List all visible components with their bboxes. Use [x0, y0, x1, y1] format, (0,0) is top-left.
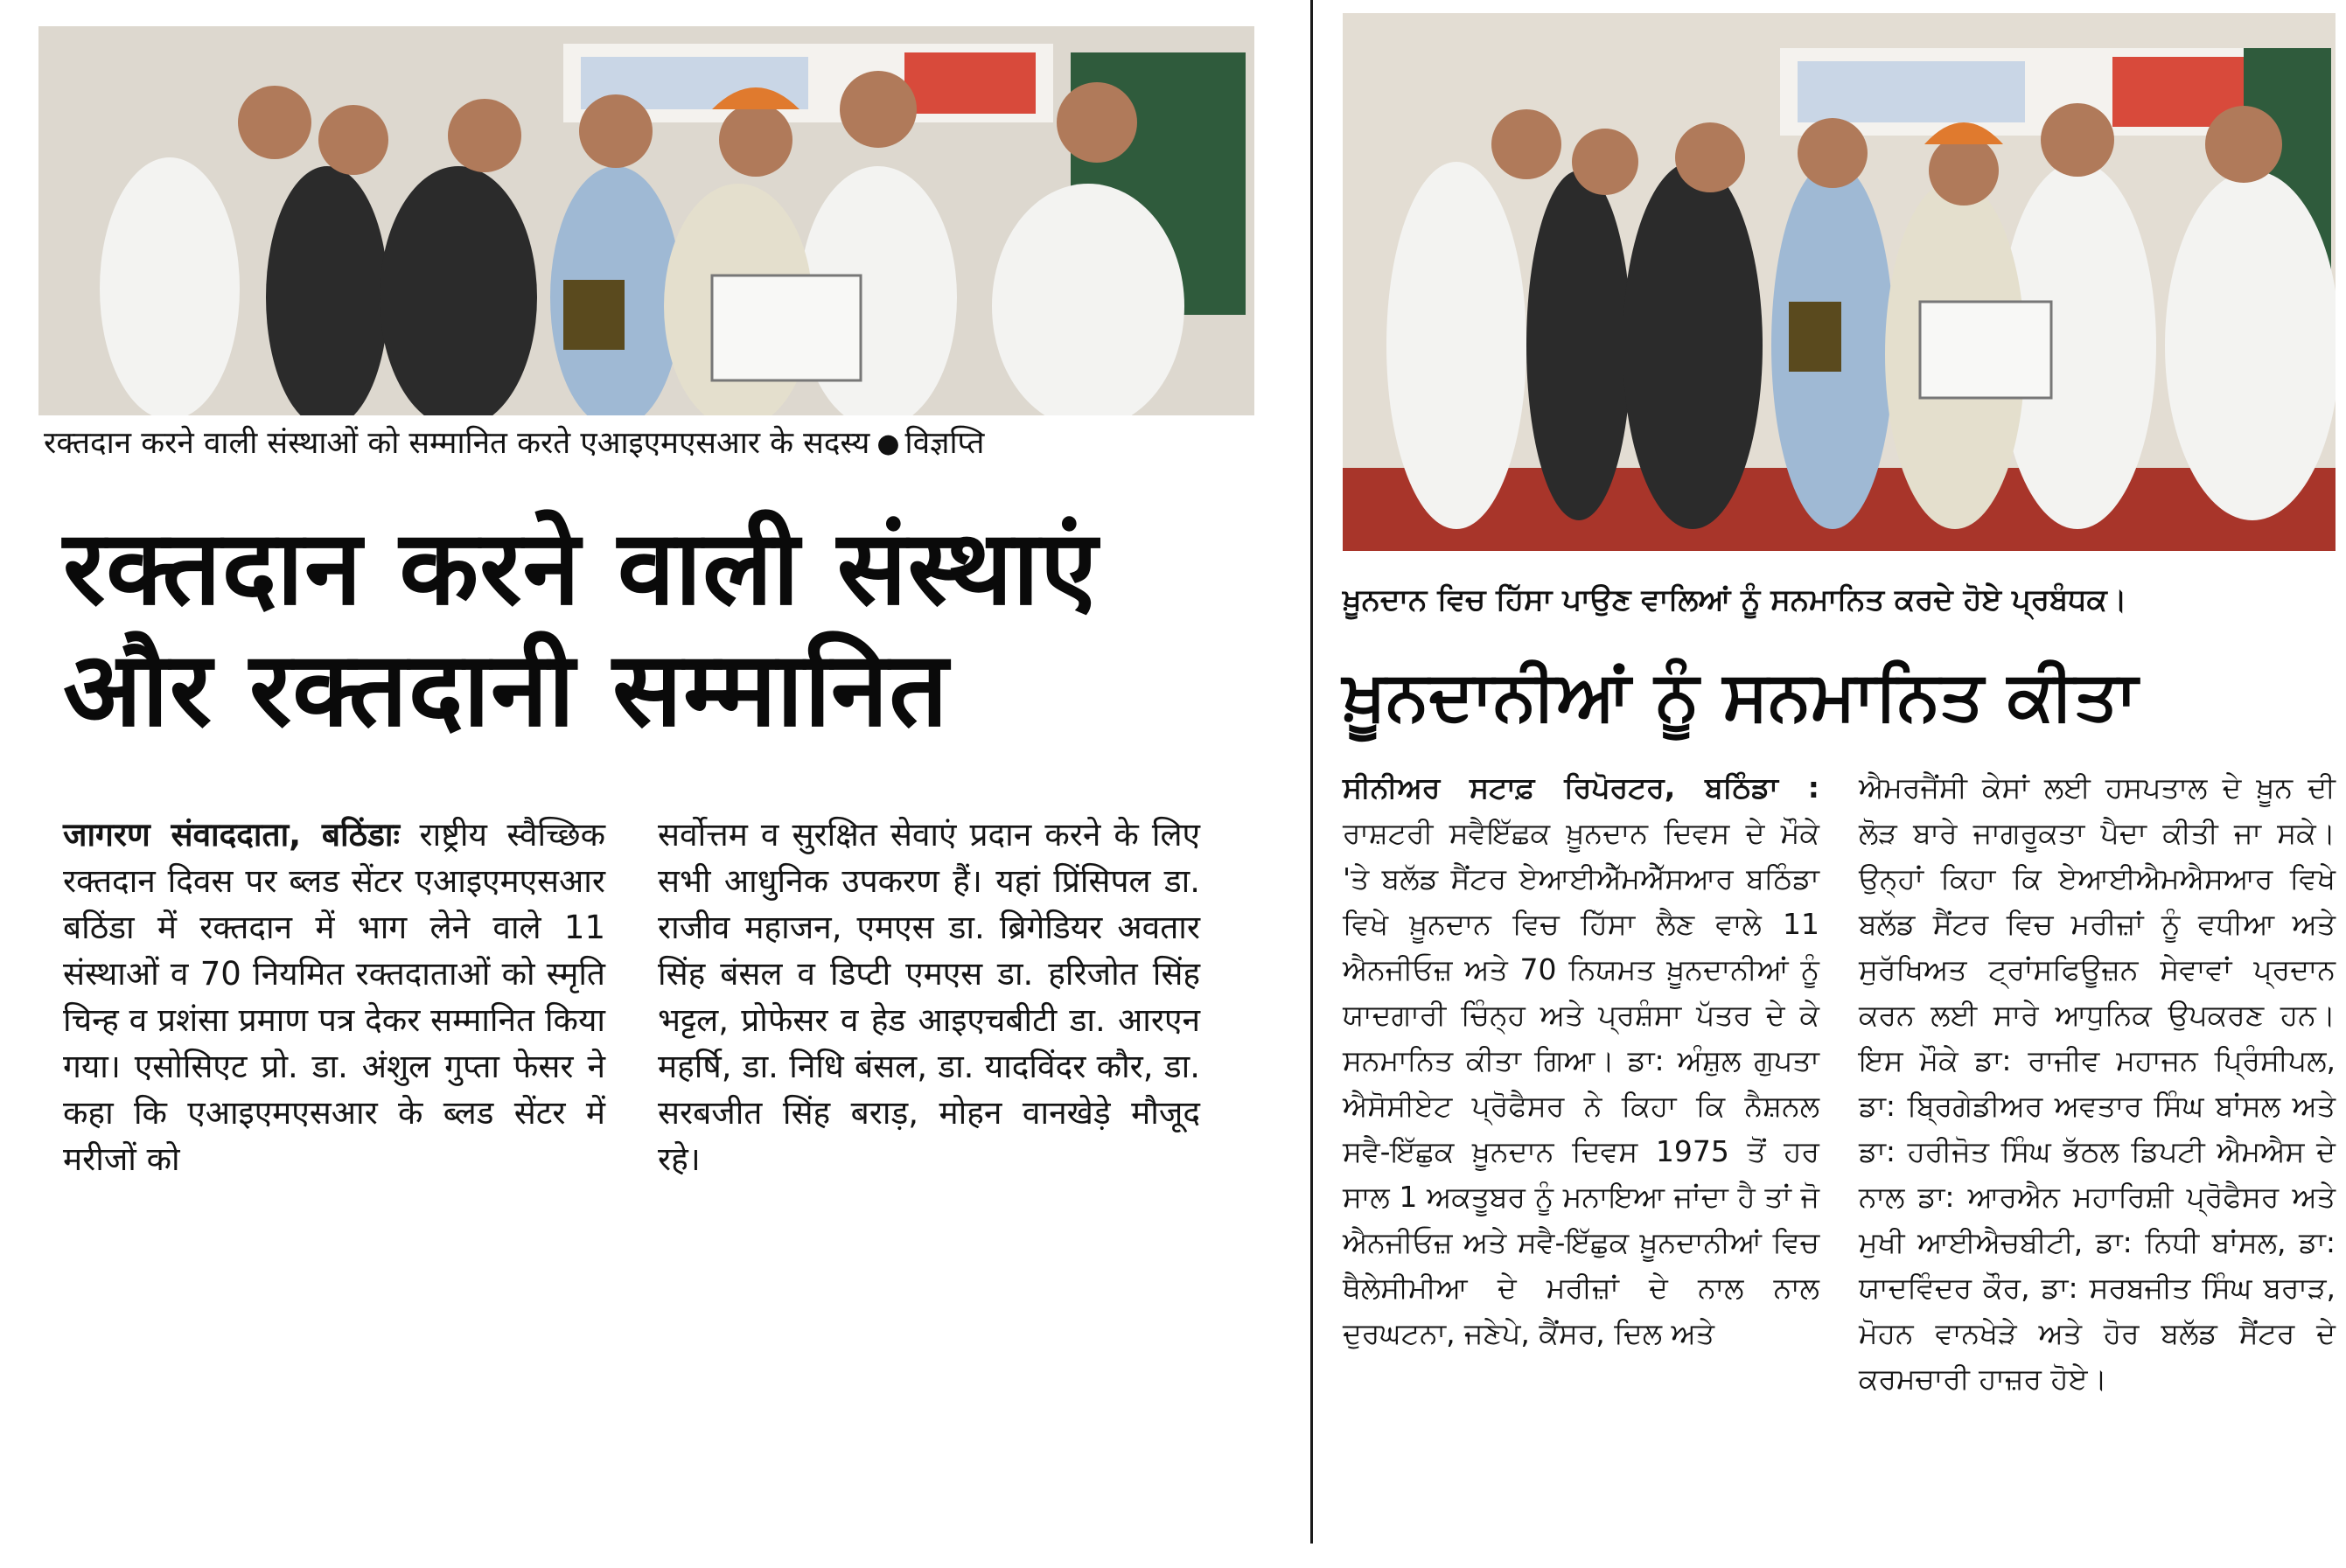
bullet-icon: ●: [876, 429, 900, 459]
article-text: राष्ट्रीय स्वैच्छिक रक्तदान दिवस पर ब्लड सेंटर एआइएमएसआर बठिंडा में रक्तदान में भाग लेने वाले 11 संस्थाओं व 70 नियमित रक्तदाताओं को स्मृति चिन्ह व प्रशंसा प्रमाण पत्र देकर सम्मानित किया गया। एसोसिएट प्रो. डा. अंशुल गुप्ता फेसर ने कहा कि एआइएमएसआर के ब्लड सेंटर में मरीजों को: [63, 816, 605, 1178]
right-news-clipping: [1325, 0, 2346, 1568]
headline-line-2: और रक्तदानी सम्मानित: [63, 629, 949, 750]
headline-line-1: रक्तदान करने वाली संस्थाएं: [63, 507, 1099, 628]
group-photo-left: [38, 26, 1254, 415]
caption-credit: विज्ञप्ति: [904, 426, 985, 461]
article-text: सर्वोत्तम व सुरक्षित सेवाएं प्रदान करने के लिए सभी आधुनिक उपकरण हैं। यहां प्रिंसिपल डा. राजीव महाजन, एमएस डा. ब्रिगेडियर अवतार सिंह बंसल व डिप्टी एमएस डा. हरिजोत सिंह भट्टल, प्रोफेसर व हेड आइएचबीटी डा. आरएन महर्षि, डा. निधि बंसल, डा. यादविंदर कौर, डा. सरबजीत सिंह बराड़, मोहन वानखेड़े मौजूद रहे।: [658, 816, 1200, 1178]
headline: [63, 507, 1098, 750]
photo-caption: ਖ਼ੂਨਦਾਨ ਵਿਚ ਹਿੱਸਾ ਪਾਉਣ ਵਾਲਿਆਂ ਨੂੰ ਸਨਮਾਨਿਤ ਕਰਦੇ ਹੋਏ ਪ੍ਰਬੰਧਕ।: [1343, 582, 2127, 617]
article-column-1: [1343, 765, 1819, 1356]
article-column-1: [63, 812, 605, 1182]
article-column-2: [1859, 765, 2336, 1402]
article-text: ਐਮਰਜੈਂਸੀ ਕੇਸਾਂ ਲਈ ਹਸਪਤਾਲ ਦੇ ਖ਼ੂਨ ਦੀ ਲੋੜ ਬਾਰੇ ਜਾਗਰੂਕਤਾ ਪੈਦਾ ਕੀਤੀ ਜਾ ਸਕੇ। ਉਨ੍ਹਾਂ ਕਿਹਾ ਕਿ ਏਆਈਐਮਐਸਆਰ ਵਿਖੇ ਬਲੱਡ ਸੈਂਟਰ ਵਿਚ ਮਰੀਜ਼ਾਂ ਨੂੰ ਵਧੀਆ ਅਤੇ ਸੁਰੱਖਿਅਤ ਟ੍ਰਾਂਸਫਿਊਜ਼ਨ ਸੇਵਾਵਾਂ ਪ੍ਰਦਾਨ ਕਰਨ ਲਈ ਸਾਰੇ ਆਧੁਨਿਕ ਉਪਕਰਣ ਹਨ। ਇਸ ਮੌਕੇ ਡਾ: ਰਾਜੀਵ ਮਹਾਜਨ ਪ੍ਰਿੰਸੀਪਲ, ਡਾ: ਬ੍ਰਿਗੇਡੀਅਰ ਅਵਤਾਰ ਸਿੰਘ ਬਾਂਸਲ ਅਤੇ ਡਾ: ਹਰੀਜੋਤ ਸਿੰਘ ਭੱਠਲ ਡਿਪਟੀ ਐਮਐਸ ਦੇ ਨਾਲ ਡਾ: ਆਰਐਨ ਮਹਾਰਿਸ਼ੀ ਪ੍ਰੋਫੈਸਰ ਅਤੇ ਮੁਖੀ ਆਈਐਚਬੀਟੀ, ਡਾ: ਨਿਧੀ ਬਾਂਸਲ, ਡਾ: ਯਾਦਵਿੰਦਰ ਕੌਰ, ਡਾ: ਸਰਬਜੀਤ ਸਿੰਘ ਬਰਾੜ, ਮੋਹਨ ਵਾਨਖੇੜੇ ਅਤੇ ਹੋਰ ਬਲੱਡ ਸੈਂਟਰ ਦੇ ਕਰਮਚਾਰੀ ਹਾਜ਼ਰ ਹੋਏ।: [1859, 770, 2336, 1396]
byline: जागरण संवाददाता, बठिंडाः: [63, 816, 400, 854]
column-divider: [1310, 0, 1313, 1544]
photo-caption: रक्तदान करने वाली संस्थाओं को सम्मानित करते एआइएमएसआर के सदस्य ● विज्ञप्ति: [44, 426, 985, 461]
article-column-2: [658, 812, 1200, 1182]
group-photo-right: [1343, 13, 2336, 551]
article-text: ਰਾਸ਼ਟਰੀ ਸਵੈਇੱਛਕ ਖ਼ੂਨਦਾਨ ਦਿਵਸ ਦੇ ਮੌਕੇ 'ਤੇ ਬਲੱਡ ਸੈਂਟਰ ਏਆਈਐੱਮਐੱਸਆਰ ਬਠਿੰਡਾ ਵਿਖੇ ਖ਼ੂਨਦਾਨ ਵਿਚ ਹਿੱਸਾ ਲੈਣ ਵਾਲੇ 11 ਐਨਜੀਓਜ਼ ਅਤੇ 70 ਨਿਯਮਤ ਖ਼ੂਨਦਾਨੀਆਂ ਨੂੰ ਯਾਦਗਾਰੀ ਚਿੰਨ੍ਹ ਅਤੇ ਪ੍ਰਸ਼ੰਸਾ ਪੱਤਰ ਦੇ ਕੇ ਸਨਮਾਨਿਤ ਕੀਤਾ ਗਿਆ। ਡਾ: ਅੰਸ਼ੁਲ ਗੁਪਤਾ ਐਸੋਸੀਏਟ ਪ੍ਰੋਫੈਸਰ ਨੇ ਕਿਹਾ ਕਿ ਨੈਸ਼ਨਲ ਸਵੈ-ਇੱਛੁਕ ਖ਼ੂਨਦਾਨ ਦਿਵਸ 1975 ਤੋਂ ਹਰ ਸਾਲ 1 ਅਕਤੂਬਰ ਨੂੰ ਮਨਾਇਆ ਜਾਂਦਾ ਹੈ ਤਾਂ ਜੋ ਐਨਜੀਓਜ਼ ਅਤੇ ਸਵੈ-ਇੱਛੁਕ ਖ਼ੂਨਦਾਨੀਆਂ ਵਿਚ ਥੈਲੇਸੀਮੀਆ ਦੇ ਮਰੀਜ਼ਾਂ ਦੇ ਨਾਲ ਨਾਲ ਦੁਰਘਟਨਾ, ਜਣੇਪੇ, ਕੈਂਸਰ, ਦਿਲ ਅਤੇ: [1343, 816, 1819, 1350]
byline: ਸੀਨੀਅਰ ਸਟਾਫ਼ ਰਿਪੋਰਟਰ, ਬਠਿੰਡਾ :: [1343, 770, 1819, 805]
headline: ਖ਼ੂਨਦਾਨੀਆਂ ਨੂੰ ਸਨਮਾਨਿਤ ਕੀਤਾ: [1343, 657, 2138, 735]
